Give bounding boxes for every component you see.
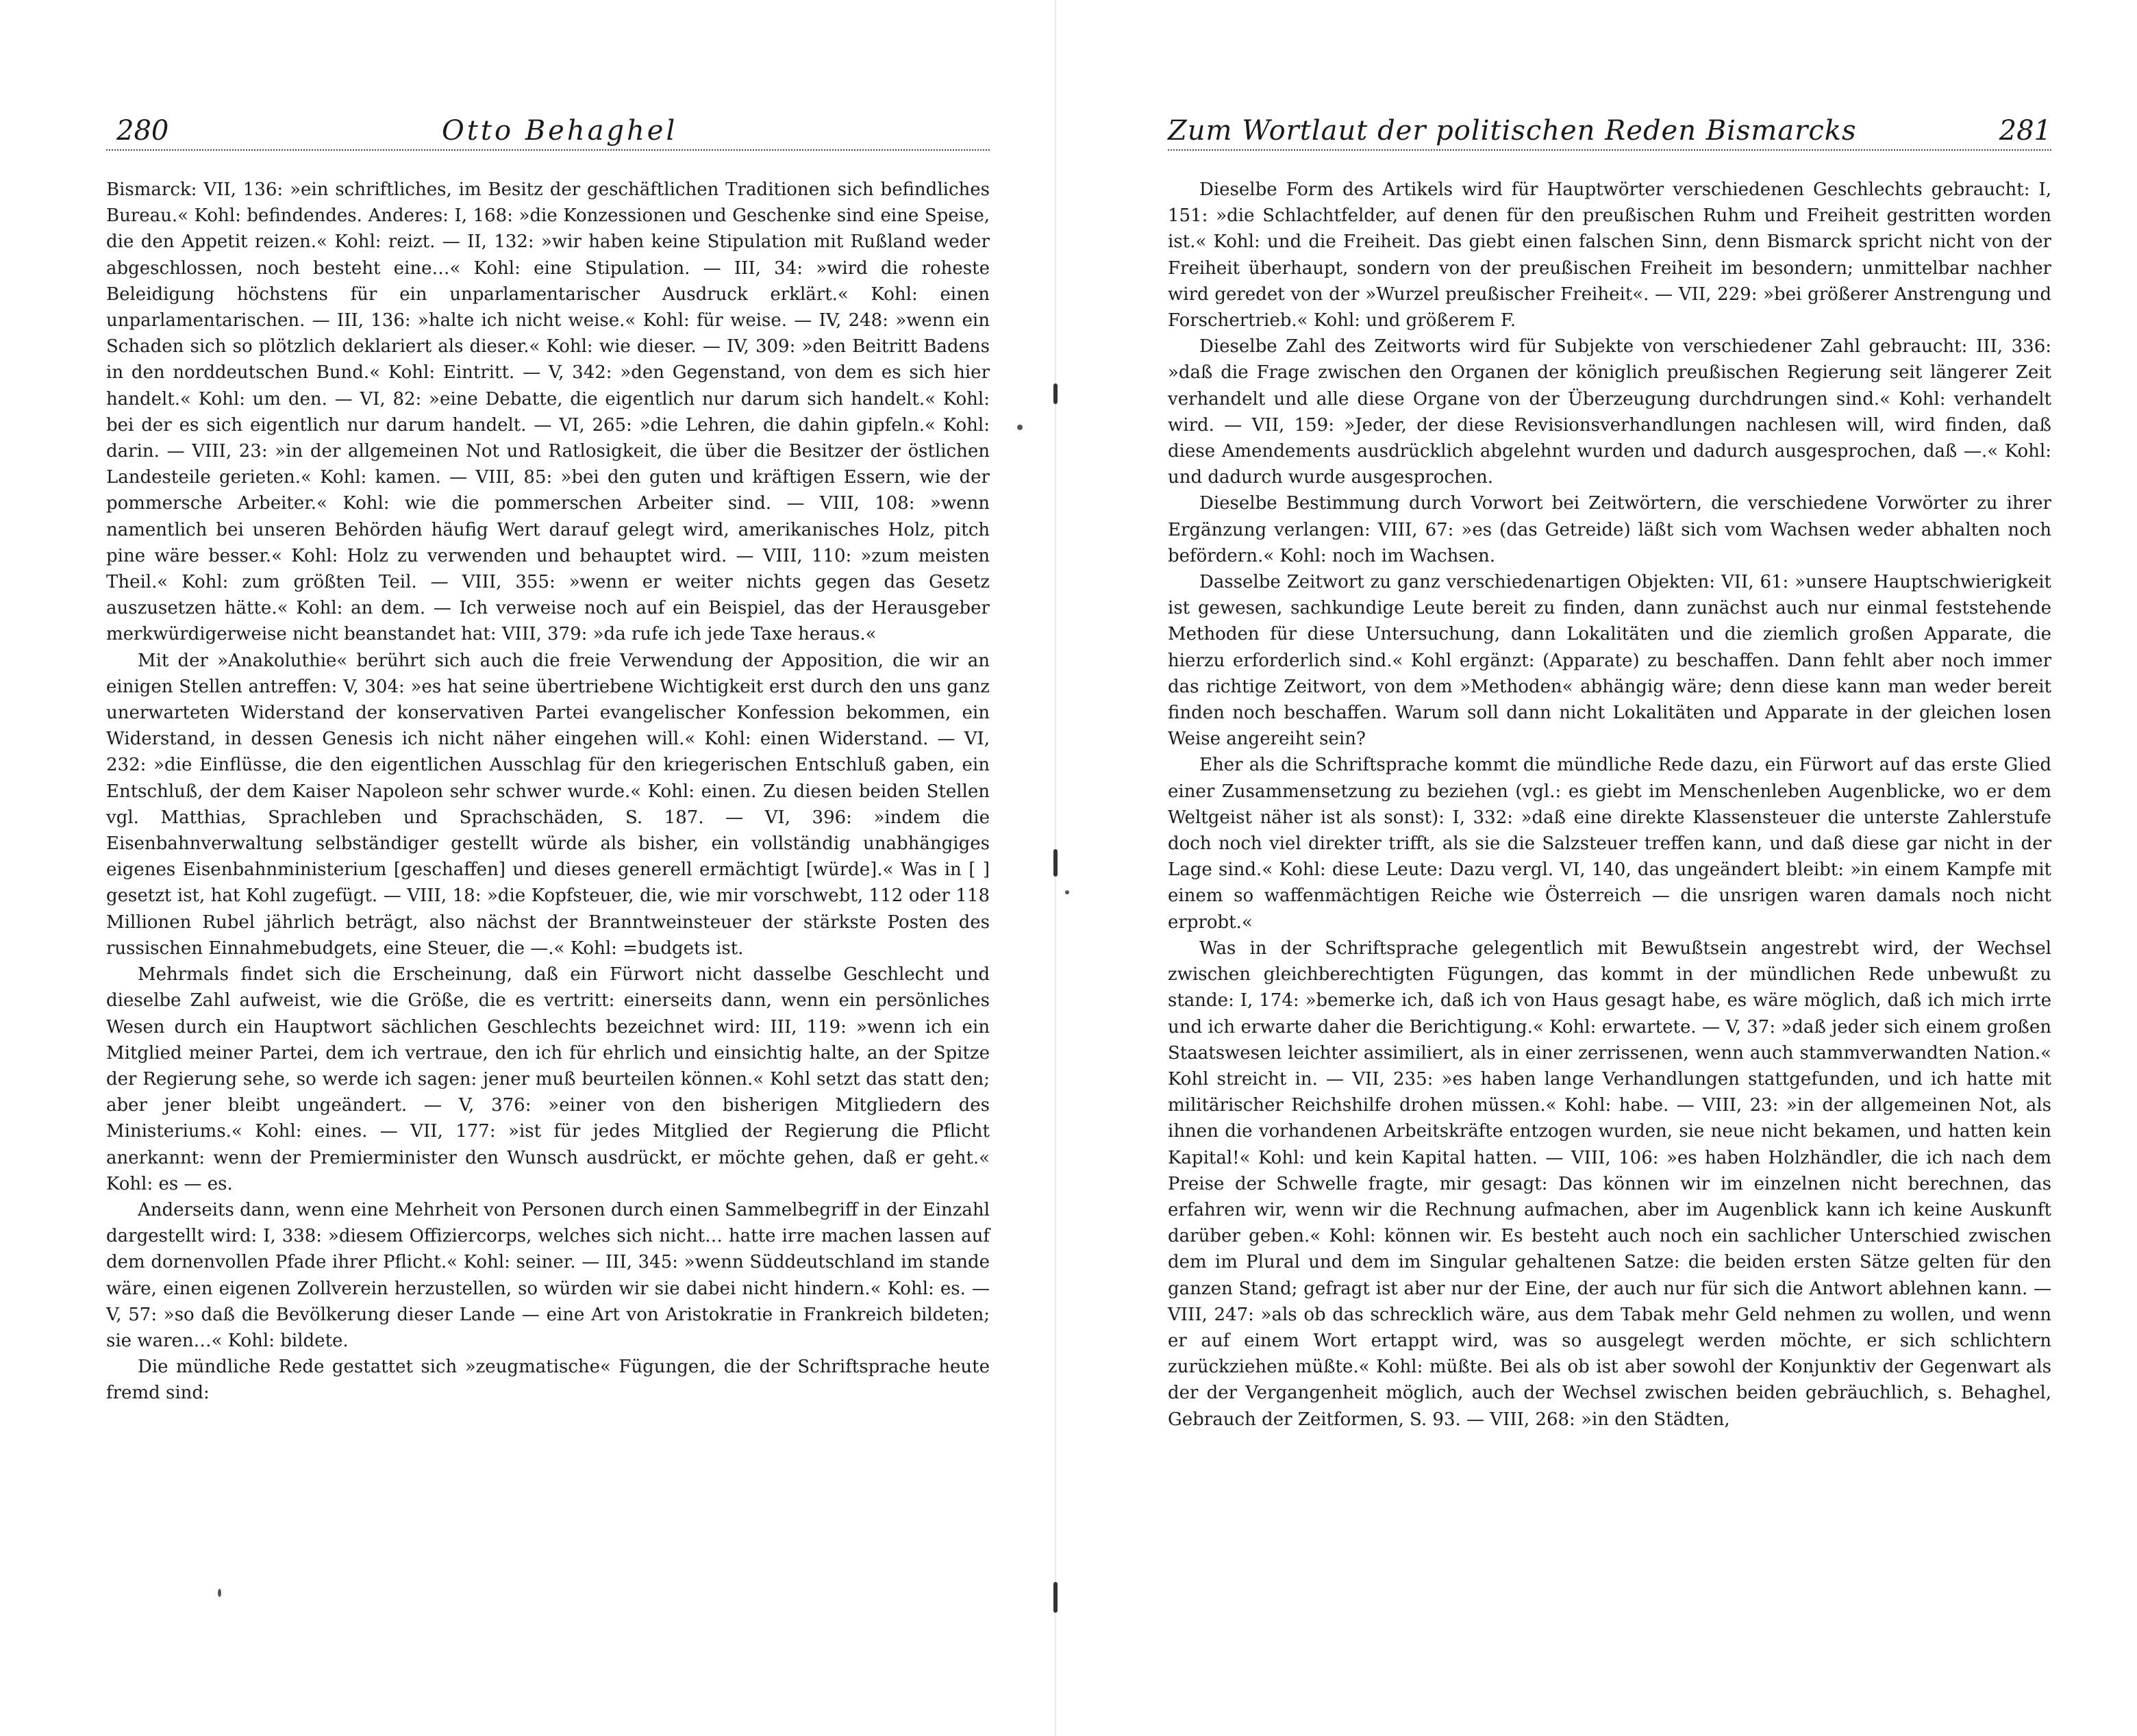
paragraph: Dieselbe Bestimmung durch Vorwort bei Zeitwörtern, die verschiedene Vorwörter zu ihrer Ergänzung verlangen: VIII, 67: »es (das Getreide) läßt sich vom Wachsen weder abhalten noch befördern.« Kohl: noch im Wachsen. [1168,493,2051,566]
paragraph: Anderseits dann, wenn eine Mehrheit von Personen durch einen Sammelbegriff in der Einzahl dargestellt wird: I, 338: »diesem Offiziercorps, welches sich nicht… hatte irre machen lassen auf dem dornenvollen Pfade ihrer Pflicht.« Kohl: seiner. — III, 345: »wenn Süddeutschland im stande wäre, einen eigenen Zollverein herzustellen, so würden wir sie dabei nicht hindern.« Kohl: es. — V, 57: »so daß die Bevölkerung dieser Lande — eine Art von Aristokratie in Frankreich bildeten; sie waren…« Kohl: bildete. [106,1199,990,1351]
paragraph: Mit der »Anakoluthie« berührt sich auch die freie Verwendung der Apposition, die wir an einigen Stellen antreffen: V, 304: »es hat seine übertriebene Wichtigkeit erst durch den uns ganz unerwarteten Widerstand der konservativen Partei evangelischer Konfession bekommen, ein Widerstand, in dessen Genesis ich nicht näher eingehen will.« Kohl: einen Widerstand. — VI, 232: »die Einflüsse, die den eigentlichen Ausschlag für den kriegerischen Entschluß gaben, ein Entschluß, der dem Kaiser Napoleon sehr schwer wurde.« Kohl: einen. Zu diesen beiden Stellen vgl. Matthias, Sprachleben und Sprachschäden, S. 187. — VI, 396: »indem die Eisenbahnverwaltung selbständiger gestellt würde als bisher, ein vollständig unabhängiges eigenes Eisenbahnministerium [geschaffen] und dieses generell ermächtigt [würde].« Was in [ ] gesetzt ist, hat Kohl zugefügt. — VIII, 18: »die Kopfsteuer, die, wie mir vorschwebt, 112 oder 118 Millionen Rubel jährlich beträgt, also nächst der Branntweinsteuer der stärkste Posten des russischen Einnahmebudgets, eine Steuer, die —.« Kohl: =budgets ist. [106,650,990,959]
paragraph: Bismarck: VII, 136: »ein schriftliches, im Besitz der geschäftlichen Traditionen sich befindliches Bureau.« Kohl: befindendes. Anderes: I, 168: »die Konzessionen und Geschenke sind eine Speise, die den Appetit reizen.« Kohl: reizt. — II, 132: »wir haben keine Stipulation mit Rußland weder abgeschlossen, noch besteht eine…« Kohl: eine Stipulation. — III, 34: »wird die roheste Beleidigung höchstens für ein unparlamentarischer Ausdruck erklärt.« Kohl: einen unparlamentarischen. — III, 136: »halte ich nicht weise.« Kohl: für weise. — IV, 248: »wenn ein Schaden sich so plötzlich deklariert als dieser.« Kohl: wie dieser. — IV, 309: »den Beitritt Badens in den norddeutschen Bund.« Kohl: Eintritt. — V, 342: »den Gegenstand, von dem es sich hier handelt.« Kohl: um den. — VI, 82: »eine Debatte, die eigentlich nur darum sich handelt.« Kohl: bei der es sich eigentlich nur darum handelt. — VI, 265: »die Lehren, die dahin gipfeln.« Kohl: darin. — VIII, 23: »in der allgemeinen Not und Ratlosigkeit, die über die Besitzer der östlichen Landesteile gerieten.« Kohl: kamen. — VIII, 85: »bei den guten und kräftigen Essern, wie der pommersche Arbeiter.« Kohl: wie die pommerschen Arbeiter sind. — VIII, 108: »wenn namentlich bei unseren Behörden häufig Wert darauf gelegt wird, amerikanisches Holz, pitch pine wäre besser.« Kohl: Holz zu verwenden und behauptet wird. — VIII, 110: »zum meisten Theil.« Kohl: zum größten Teil. — VIII, 355: »wenn er weiter nichts gegen das Gesetz auszusetzen hätte.« Kohl: an dem. — Ich verweise noch auf ein Beispiel, das der Herausgeber merkwürdigerweise nicht beanstandet hat: VIII, 379: »da rufe ich jede Taxe heraus.« [106,179,990,645]
running-head [1168,103,2051,151]
page-number: 280 [116,115,169,147]
paragraph: Mehrmals findet sich die Erscheinung, daß ein Fürwort nicht dasselbe Geschlecht und dieselbe Zahl aufweist, wie die Größe, die es vertritt: einerseits dann, wenn ein persönliches Wesen durch ein Hauptwort sächlichen Geschlechts bezeichnet wird: III, 119: »wenn ich ein Mitglied meiner Partei, dem ich vertraue, den ich für ehrlich und einsichtig halte, an der Spitze der Regierung sehe, so werde ich sagen: jener muß beurteilen können.« Kohl setzt das statt den; aber jener bleibt ungeändert. — V, 376: »einer von den bisherigen Mitgliedern des Ministeriums.« Kohl: eines. — VII, 177: »ist für jedes Mitglied der Regierung die Pflicht anerkannt: wenn der Premierminister den Wunsch ausdrückt, er möchte gehen, daß er geht.« Kohl: es — es. [106,964,990,1194]
paragraph: Dieselbe Form des Artikels wird für Hauptwörter verschiedenen Geschlechts gebraucht: I, 151: »die Schlachtfelder, auf denen für den preußischen Ruhm und Freiheit gestritten worden ist.« Kohl: und die Freiheit. Das giebt einen falschen Sinn, denn Bismarck spricht nicht von der Freiheit überhaupt, sondern von der preußischen Freiheit im besondern; unmittelbar nachher wird geredet von der »Wurzel preußischer Freiheit«. — VII, 229: »bei größerer Anstrengung und Forschertrieb.« Kohl: und größerem F. [1168,179,2051,331]
paragraph: Eher als die Schriftsprache kommt die mündliche Rede dazu, ein Fürwort auf das erste Glied einer Zusammensetzung zu beziehen (vgl.: es giebt im Menschenleben Augenblicke, wo er dem Weltgeist näher ist als sonst): I, 332: »daß eine direkte Klassensteuer die unterste Zahlerstufe doch noch viel direkter trifft, als sie die Salzsteuer treffen kann, und daß diese gar nicht in der Lage sind.« Kohl: diese Leute: Dazu vergl. VI, 140, das ungeändert bleibt: »in einem Kampfe mit einem so waffenmächtigen Reiche wie Österreich — die unsrigen waren damals noch nicht erprobt.« [1168,755,2051,933]
right-page [1168,103,2051,1433]
page-number: 281 [1999,115,2051,147]
left-page [106,103,990,1407]
running-head [106,103,990,151]
body-text [1168,177,2051,1433]
paragraph: Was in der Schriftsprache gelegentlich mit Bewußtsein angestrebt wird, der Wechsel zwischen gleichberechtigten Fügungen, das kommt in der mündlichen Rede unbewußt zu stande: I, 174: »bemerke ich, daß ich von Haus gesagt habe, es wäre möglich, daß ich mich irrte und ich erwarte daher die Berichtigung.« Kohl: erwartete. — V, 37: »daß jeder sich einem großen Staatswesen leichter assimiliert, als in einer zerrissenen, wenn auch stammverwandten Nation.« Kohl streicht in. — VII, 235: »es haben lange Verhandlungen stattgefunden, und ich hatte mit militärischer Reichshilfe drohen müssen.« Kohl: habe. — VIII, 23: »in der allgemeinen Not, als ihnen die vorhandenen Arbeitskräfte entzogen wurden, sie neue nicht bekamen, und hatten kein Kapital!« Kohl: und kein Kapital hatten. — VIII, 106: »es haben Holzhändler, die ich nach dem Preise der Schwelle fragte, mir gesagt: Das können wir im einzelnen nicht berechnen, das erfahren wir, wenn wir die Rechnung aufmachen, aber im Augenblick kann ich keine Auskunft darüber geben.« Kohl: können wir. Es besteht auch noch ein sachlicher Unterschied zwischen dem im Plural und dem im Singular gehaltenen Satze: die beiden ersten Sätze gelten für den ganzen Stand; gefragt ist aber nur der Eine, der auch nur für sich die Antwort ablehnen kann. — VIII, 247: »als ob das schrecklich wäre, aus dem Tabak mehr Geld nehmen zu wollen, und wenn er auf einem Wort ertappt wird, was so ausgelegt werden möchte, er sich schlichtern zurückziehen müßte.« Kohl: müßte. Bei als ob ist aber sowohl der Konjunktiv der Gegenwart als der der Vergangenheit möglich, auch der Wechsel zwischen beiden gebräuchlich, s. Behaghel, Gebrauch der Zeitformen, S. 93. — VIII, 268: »in den Städten, [1168,938,2051,1430]
paragraph: Die mündliche Rede gestattet sich »zeugmatische« Fügungen, die der Schriftsprache heute fremd sind: [106,1357,990,1404]
print-speck [218,1589,221,1597]
paragraph: Dieselbe Zahl des Zeitworts wird für Subjekte von verschiedener Zahl gebraucht: III, 336: »daß die Frage zwischen den Organen der königlich preußischen Regierung seit längerer Zeit verhandelt und alle diese Organe von der Überzeugung durchdrungen sind.« Kohl: verhandelt wird. — VII, 159: »Jeder, der diese Revisionsverhandlungen nachlesen will, wird finden, daß diese Amendements ausdrücklich abgelehnt wurden und dadurch ausgesprochen, daß —.« Kohl: und dadurch wurde ausgesprochen. [1168,336,2051,488]
print-speck [1065,890,1069,894]
paragraph: Dasselbe Zeitwort zu ganz verschiedenartigen Objekten: VII, 61: »unsere Hauptschwierigkeit ist gewesen, sachkundige Leute bereit zu finden, dann zunächst auch nur einmal feststehende Methoden für diese Untersuchung, dann Lokalitäten und die ziemlich großen Apparate, die hierzu erforderlich sind.« Kohl ergänzt: (Apparate) zu beschaffen. Dann fehlt aber noch immer das richtige Zeitwort, von dem »Methoden« abhängig wäre; denn diese kann man weder bereit finden noch beschaffen. Warum soll dann nicht Lokalitäten und Apparate in der gleichen losen Weise angereiht sein? [1168,572,2051,750]
gutter-mark [1053,1582,1058,1613]
gutter-mark [1053,383,1058,404]
print-speck [1017,425,1023,430]
running-head-title: Zum Wortlaut der politischen Reden Bismarcks [1168,115,1857,147]
body-text [106,177,990,1407]
running-head-title: Otto Behaghel [442,115,678,147]
gutter-mark [1053,849,1058,877]
